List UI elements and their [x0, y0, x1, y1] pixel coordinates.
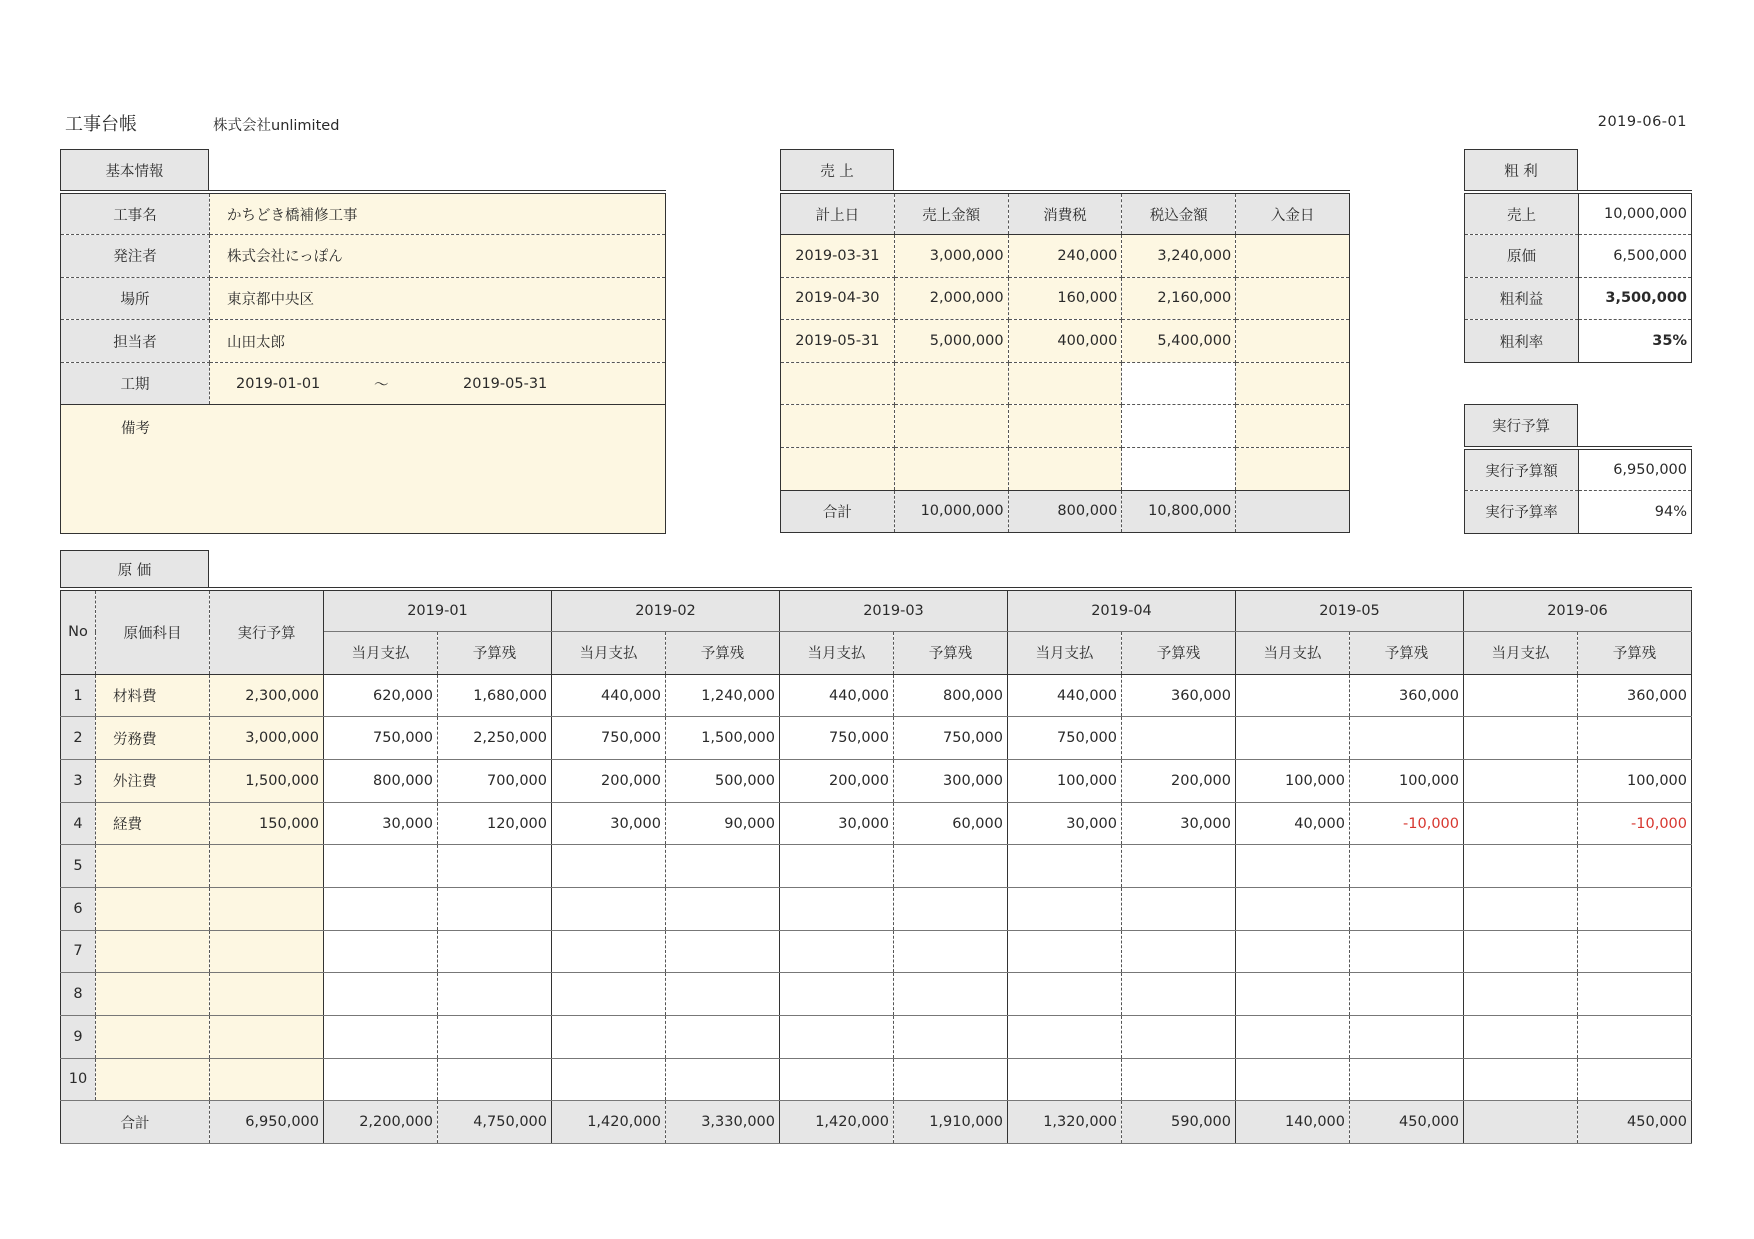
cost-item-cell: 外注費 [96, 760, 210, 803]
budget-remaining-cell: 360,000 [1350, 674, 1464, 717]
cost-item-cell [96, 1058, 210, 1101]
period-end: 2019-05-31 [463, 375, 548, 392]
sales-amount-header: 売上金額 [894, 192, 1008, 235]
cost-item-cell: 労務費 [96, 717, 210, 760]
tax-included-amount-cell: 3,240,000 [1122, 235, 1236, 278]
gross-profit-label: 粗利率 [1465, 320, 1579, 363]
execution-budget-label: 実行予算額 [1465, 448, 1579, 491]
month-header: 2019-05 [1236, 589, 1464, 632]
budget-remaining-cell: 360,000 [1578, 674, 1692, 717]
budget-remaining-cell [894, 973, 1008, 1016]
budget-remaining-cell [666, 930, 780, 973]
budget-remaining-cell: 1,500,000 [666, 717, 780, 760]
row-number: 2 [61, 717, 96, 760]
execution-budget-value: 94% [1579, 491, 1692, 534]
gross-profit-table [1464, 190, 1692, 363]
monthly-payment-cell [1008, 930, 1122, 973]
person-in-charge-value: 山田太郎 [210, 320, 666, 363]
monthly-payment-cell [324, 1015, 438, 1058]
sales-amount-cell [894, 405, 1008, 448]
budget-remaining-cell [1578, 845, 1692, 888]
budget-remaining-cell [438, 845, 552, 888]
budget-remaining-cell [1350, 1058, 1464, 1101]
monthly-payment-cell [1236, 845, 1350, 888]
budget-remaining-cell: 2,250,000 [438, 717, 552, 760]
month-header: 2019-03 [780, 589, 1008, 632]
monthly-payment-total: 1,420,000 [552, 1101, 666, 1144]
monthly-payment-cell: 800,000 [324, 760, 438, 803]
period-separator: 〜 [374, 377, 389, 394]
monthly-payment-cell [1464, 930, 1578, 973]
tax-included-amount-cell [1122, 448, 1236, 491]
monthly-payment-header: 当月支払 [1008, 632, 1122, 675]
payment-date-cell [1236, 277, 1350, 320]
budget-remaining-total: 590,000 [1122, 1101, 1236, 1144]
budget-remaining-total: 450,000 [1578, 1101, 1692, 1144]
cost-item-cell [96, 845, 210, 888]
budget-remaining-cell [666, 887, 780, 930]
monthly-payment-cell [780, 930, 894, 973]
cost-item-cell [96, 1015, 210, 1058]
monthly-payment-header: 当月支払 [552, 632, 666, 675]
monthly-payment-cell [1464, 717, 1578, 760]
month-header: 2019-01 [324, 589, 552, 632]
monthly-payment-cell: 200,000 [552, 760, 666, 803]
budget-remaining-cell [666, 1058, 780, 1101]
budget-remaining-cell [1578, 973, 1692, 1016]
cost-row [61, 973, 1692, 1016]
budget-cell: 3,000,000 [210, 717, 324, 760]
budget-remaining-cell [1578, 887, 1692, 930]
cost-item-cell: 材料費 [96, 674, 210, 717]
budget-remaining-header: 予算残 [1578, 632, 1692, 675]
consumption-tax-cell [1008, 405, 1122, 448]
consumption-tax-cell: 400,000 [1008, 320, 1122, 363]
monthly-payment-cell [1464, 760, 1578, 803]
monthly-payment-cell [324, 973, 438, 1016]
monthly-payment-cell: 440,000 [780, 674, 894, 717]
monthly-payment-cell [1008, 845, 1122, 888]
sales-amount-cell [894, 362, 1008, 405]
monthly-payment-cell [1464, 802, 1578, 845]
sales-row [781, 448, 1350, 491]
consumption-tax-cell [1008, 448, 1122, 491]
budget-remaining-cell [894, 845, 1008, 888]
budget-remaining-cell: 800,000 [894, 674, 1008, 717]
budget-remaining-cell [438, 887, 552, 930]
budget-remaining-cell [1350, 717, 1464, 760]
monthly-payment-total: 1,420,000 [780, 1101, 894, 1144]
sales-row [781, 320, 1350, 363]
budget-remaining-header: 予算残 [894, 632, 1008, 675]
budget-cell: 1,500,000 [210, 760, 324, 803]
monthly-payment-cell: 750,000 [324, 717, 438, 760]
project-name-label: 工事名 [61, 192, 210, 235]
monthly-payment-cell: 40,000 [1236, 802, 1350, 845]
basic-info-table [60, 190, 666, 534]
sales-date-cell: 2019-04-30 [781, 277, 895, 320]
budget-remaining-cell: 750,000 [894, 717, 1008, 760]
period-start: 2019-01-01 [236, 375, 321, 392]
budget-remaining-cell: 100,000 [1350, 760, 1464, 803]
basic-row-remarks [61, 405, 666, 534]
budget-remaining-cell: 60,000 [894, 802, 1008, 845]
budget-remaining-cell [1350, 973, 1464, 1016]
cost-month-header-row [61, 589, 1692, 632]
budget-remaining-cell [894, 1015, 1008, 1058]
no-header: No [61, 589, 96, 674]
monthly-payment-cell [1236, 717, 1350, 760]
monthly-payment-cell: 750,000 [552, 717, 666, 760]
monthly-payment-cell: 100,000 [1236, 760, 1350, 803]
budget-cell [210, 845, 324, 888]
gross-profit-label: 粗利益 [1465, 277, 1579, 320]
budget-remaining-cell: -10,000 [1578, 802, 1692, 845]
basic-info-tab: 基本情報 [60, 149, 209, 190]
budget-header: 実行予算 [210, 589, 324, 674]
monthly-payment-cell [1236, 1015, 1350, 1058]
sales-amount-cell: 5,000,000 [894, 320, 1008, 363]
row-number: 4 [61, 802, 96, 845]
monthly-payment-cell [1236, 1058, 1350, 1101]
row-number: 3 [61, 760, 96, 803]
gross-profit-row [1465, 192, 1692, 235]
budget-cell [210, 887, 324, 930]
client-value: 株式会社にっぽん [210, 235, 666, 278]
cost-row [61, 1058, 1692, 1101]
remarks-area [61, 405, 666, 534]
remarks-label: 備考 [121, 421, 150, 438]
sales-date-cell [781, 405, 895, 448]
monthly-payment-cell [1464, 674, 1578, 717]
consumption-tax-cell: 240,000 [1008, 235, 1122, 278]
budget-remaining-total: 3,330,000 [666, 1101, 780, 1144]
sales-amount-cell: 3,000,000 [894, 235, 1008, 278]
payment-date-cell [1236, 235, 1350, 278]
monthly-payment-cell: 30,000 [324, 802, 438, 845]
sales-amount-cell: 2,000,000 [894, 277, 1008, 320]
cost-item-cell [96, 930, 210, 973]
row-number: 9 [61, 1015, 96, 1058]
budget-remaining-cell: 360,000 [1122, 674, 1236, 717]
gross-profit-row [1465, 235, 1692, 278]
gross-profit-label: 原価 [1465, 235, 1579, 278]
sales-row [781, 362, 1350, 405]
sales-table [780, 190, 1350, 533]
month-header: 2019-02 [552, 589, 780, 632]
budget-remaining-cell [438, 1058, 552, 1101]
budget-remaining-header: 予算残 [1350, 632, 1464, 675]
monthly-payment-cell [324, 1058, 438, 1101]
monthly-payment-cell [780, 887, 894, 930]
sales-date-cell [781, 362, 895, 405]
basic-row-period [61, 362, 666, 405]
tax-included-amount-cell [1122, 362, 1236, 405]
budget-remaining-cell [666, 973, 780, 1016]
sales-date-cell: 2019-05-31 [781, 320, 895, 363]
budget-remaining-cell [894, 930, 1008, 973]
cost-row [61, 1015, 1692, 1058]
cost-item-cell [96, 973, 210, 1016]
cost-total-row [61, 1101, 1692, 1144]
row-number: 10 [61, 1058, 96, 1101]
budget-remaining-cell [666, 1015, 780, 1058]
monthly-payment-total [1464, 1101, 1578, 1144]
monthly-payment-cell [552, 1058, 666, 1101]
payment-date-cell [1236, 448, 1350, 491]
monthly-payment-cell [552, 887, 666, 930]
monthly-payment-cell [1236, 930, 1350, 973]
budget-cell [210, 973, 324, 1016]
monthly-payment-cell [1464, 1058, 1578, 1101]
monthly-payment-header: 当月支払 [1236, 632, 1350, 675]
monthly-payment-cell [1464, 887, 1578, 930]
monthly-payment-total: 140,000 [1236, 1101, 1350, 1144]
sales-date-cell [781, 448, 895, 491]
monthly-payment-cell: 440,000 [552, 674, 666, 717]
budget-remaining-cell [894, 887, 1008, 930]
cost-row [61, 887, 1692, 930]
monthly-payment-cell [552, 1015, 666, 1058]
row-number: 6 [61, 887, 96, 930]
sales-amount-cell [894, 448, 1008, 491]
month-header: 2019-04 [1008, 589, 1236, 632]
document-date: 2019-06-01 [1597, 114, 1687, 130]
row-number: 7 [61, 930, 96, 973]
monthly-payment-cell [1236, 887, 1350, 930]
document-title: 工事台帳 [65, 114, 137, 135]
payment-date-cell [1236, 362, 1350, 405]
budget-remaining-cell: 200,000 [1122, 760, 1236, 803]
gross-profit-value: 35% [1579, 320, 1692, 363]
monthly-payment-cell [1008, 973, 1122, 1016]
gross-profit-row [1465, 320, 1692, 363]
cost-row [61, 760, 1692, 803]
cost-table [60, 587, 1692, 1144]
cost-item-header: 原価科目 [96, 589, 210, 674]
sales-date-header: 計上日 [781, 192, 895, 235]
monthly-payment-header: 当月支払 [1464, 632, 1578, 675]
monthly-payment-cell [780, 973, 894, 1016]
cost-item-cell [96, 887, 210, 930]
gross-profit-value: 6,500,000 [1579, 235, 1692, 278]
gross-profit-tab: 粗 利 [1464, 149, 1578, 190]
execution-budget-label: 実行予算率 [1465, 491, 1579, 534]
budget-remaining-cell [1122, 1058, 1236, 1101]
budget-remaining-header: 予算残 [1122, 632, 1236, 675]
consumption-tax-cell: 160,000 [1008, 277, 1122, 320]
sales-header-row [781, 192, 1350, 235]
month-header: 2019-06 [1464, 589, 1692, 632]
cost-row [61, 717, 1692, 760]
budget-remaining-cell [1350, 845, 1464, 888]
monthly-payment-header: 当月支払 [780, 632, 894, 675]
monthly-payment-cell: 620,000 [324, 674, 438, 717]
budget-remaining-cell [666, 845, 780, 888]
budget-remaining-cell: 100,000 [1578, 760, 1692, 803]
gross-profit-row [1465, 277, 1692, 320]
execution-budget-row [1465, 448, 1692, 491]
period-label: 工期 [61, 362, 210, 405]
monthly-payment-total: 2,200,000 [324, 1101, 438, 1144]
monthly-payment-cell: 200,000 [780, 760, 894, 803]
cost-item-cell: 経費 [96, 802, 210, 845]
budget-cell: 2,300,000 [210, 674, 324, 717]
budget-remaining-cell: -10,000 [1350, 802, 1464, 845]
budget-remaining-cell [1578, 1015, 1692, 1058]
monthly-payment-cell [1464, 845, 1578, 888]
cost-row [61, 674, 1692, 717]
monthly-payment-cell: 100,000 [1008, 760, 1122, 803]
monthly-payment-cell [780, 1058, 894, 1101]
budget-remaining-cell: 120,000 [438, 802, 552, 845]
monthly-payment-cell [324, 845, 438, 888]
period-value [210, 362, 666, 405]
budget-remaining-cell [1122, 973, 1236, 1016]
budget-remaining-total: 1,910,000 [894, 1101, 1008, 1144]
monthly-payment-header: 当月支払 [324, 632, 438, 675]
payment-date-total [1236, 490, 1350, 533]
budget-remaining-cell: 1,240,000 [666, 674, 780, 717]
budget-total: 6,950,000 [210, 1101, 324, 1144]
budget-remaining-cell [894, 1058, 1008, 1101]
monthly-payment-cell [324, 887, 438, 930]
monthly-payment-cell: 440,000 [1008, 674, 1122, 717]
payment-date-header: 入金日 [1236, 192, 1350, 235]
budget-remaining-cell [1578, 717, 1692, 760]
row-number: 1 [61, 674, 96, 717]
sales-total-label: 合計 [781, 490, 895, 533]
monthly-payment-cell: 750,000 [1008, 717, 1122, 760]
tax-included-amount-cell: 2,160,000 [1122, 277, 1236, 320]
execution-budget-table [1464, 446, 1692, 534]
budget-remaining-header: 予算残 [666, 632, 780, 675]
project-name-value: かちどき橋補修工事 [210, 192, 666, 235]
tax-included-amount-total: 10,800,000 [1122, 490, 1236, 533]
budget-cell [210, 1058, 324, 1101]
gross-profit-value: 3,500,000 [1579, 277, 1692, 320]
cost-row [61, 845, 1692, 888]
monthly-payment-total: 1,320,000 [1008, 1101, 1122, 1144]
sales-amount-total: 10,000,000 [894, 490, 1008, 533]
budget-cell [210, 930, 324, 973]
location-value: 東京都中央区 [210, 277, 666, 320]
consumption-tax-header: 消費税 [1008, 192, 1122, 235]
budget-remaining-cell [1122, 930, 1236, 973]
budget-remaining-cell [438, 1015, 552, 1058]
tax-included-amount-header: 税込金額 [1122, 192, 1236, 235]
cost-row [61, 802, 1692, 845]
monthly-payment-cell: 750,000 [780, 717, 894, 760]
tax-included-amount-cell [1122, 405, 1236, 448]
budget-remaining-cell: 30,000 [1122, 802, 1236, 845]
monthly-payment-cell [780, 845, 894, 888]
budget-remaining-total: 4,750,000 [438, 1101, 552, 1144]
consumption-tax-total: 800,000 [1008, 490, 1122, 533]
budget-remaining-cell [438, 930, 552, 973]
monthly-payment-cell: 30,000 [780, 802, 894, 845]
budget-cell: 150,000 [210, 802, 324, 845]
consumption-tax-cell [1008, 362, 1122, 405]
monthly-payment-cell [1008, 1015, 1122, 1058]
cost-total-label: 合計 [61, 1101, 210, 1144]
budget-remaining-cell [1122, 845, 1236, 888]
sales-row [781, 405, 1350, 448]
basic-row-project-name [61, 192, 666, 235]
budget-remaining-cell: 700,000 [438, 760, 552, 803]
payment-date-cell [1236, 320, 1350, 363]
gross-profit-value: 10,000,000 [1579, 192, 1692, 235]
sales-row [781, 235, 1350, 278]
monthly-payment-cell [324, 930, 438, 973]
monthly-payment-cell [1008, 887, 1122, 930]
row-number: 5 [61, 845, 96, 888]
cost-row [61, 930, 1692, 973]
monthly-payment-cell [1464, 973, 1578, 1016]
budget-remaining-cell: 500,000 [666, 760, 780, 803]
cost-tab: 原 価 [60, 550, 209, 587]
monthly-payment-cell [552, 930, 666, 973]
execution-budget-row [1465, 491, 1692, 534]
execution-budget-tab: 実行予算 [1464, 404, 1578, 446]
budget-remaining-cell [1122, 887, 1236, 930]
basic-row-location [61, 277, 666, 320]
budget-remaining-cell [1122, 1015, 1236, 1058]
sales-total-row [781, 490, 1350, 533]
location-label: 場所 [61, 277, 210, 320]
budget-remaining-header: 予算残 [438, 632, 552, 675]
tax-included-amount-cell: 5,400,000 [1122, 320, 1236, 363]
budget-cell [210, 1015, 324, 1058]
client-label: 発注者 [61, 235, 210, 278]
monthly-payment-cell [1464, 1015, 1578, 1058]
person-in-charge-label: 担当者 [61, 320, 210, 363]
budget-remaining-cell [1350, 887, 1464, 930]
budget-remaining-cell: 90,000 [666, 802, 780, 845]
monthly-payment-cell [1236, 973, 1350, 1016]
monthly-payment-cell [780, 1015, 894, 1058]
budget-remaining-cell [1350, 1015, 1464, 1058]
gross-profit-label: 売上 [1465, 192, 1579, 235]
monthly-payment-cell [552, 845, 666, 888]
budget-remaining-cell: 1,680,000 [438, 674, 552, 717]
company-name: 株式会社unlimited [213, 118, 340, 134]
budget-remaining-cell [438, 973, 552, 1016]
monthly-payment-cell: 30,000 [1008, 802, 1122, 845]
sales-date-cell: 2019-03-31 [781, 235, 895, 278]
monthly-payment-cell [1236, 674, 1350, 717]
monthly-payment-cell: 30,000 [552, 802, 666, 845]
basic-row-person-in-charge [61, 320, 666, 363]
budget-remaining-cell: 300,000 [894, 760, 1008, 803]
basic-row-client [61, 235, 666, 278]
payment-date-cell [1236, 405, 1350, 448]
budget-remaining-cell [1122, 717, 1236, 760]
execution-budget-value: 6,950,000 [1579, 448, 1692, 491]
sales-row [781, 277, 1350, 320]
budget-remaining-total: 450,000 [1350, 1101, 1464, 1144]
monthly-payment-cell [1008, 1058, 1122, 1101]
budget-remaining-cell [1578, 1058, 1692, 1101]
row-number: 8 [61, 973, 96, 1016]
monthly-payment-cell [552, 973, 666, 1016]
budget-remaining-cell [1350, 930, 1464, 973]
budget-remaining-cell [1578, 930, 1692, 973]
sales-tab: 売 上 [780, 149, 894, 190]
